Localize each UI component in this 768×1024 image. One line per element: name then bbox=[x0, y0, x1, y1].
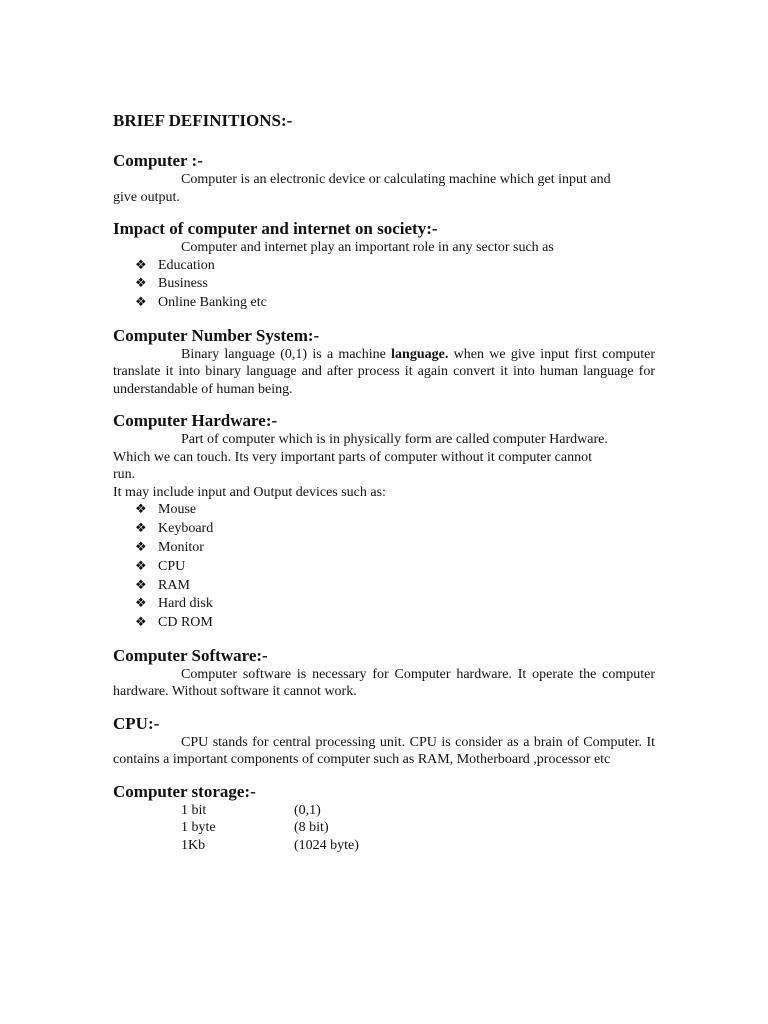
computer-definition-line2: give output. bbox=[113, 189, 180, 205]
list-item bbox=[113, 294, 655, 313]
document-content bbox=[113, 110, 655, 866]
cpu-paragraph: CPU stands for central processing unit. CPU is consider as a brain of Computer. It contains a important components of computer such as RAM, Motherboard ,processor etc bbox=[113, 734, 655, 768]
list-item bbox=[113, 595, 655, 614]
diamond-bullet-icon: ❖ bbox=[135, 558, 147, 574]
list-item-label: Monitor bbox=[158, 539, 204, 555]
list-item bbox=[113, 520, 655, 539]
storage-row bbox=[113, 837, 655, 855]
diamond-bullet-icon: ❖ bbox=[135, 615, 147, 631]
software-paragraph: Computer software is necessary for Computer hardware. It operate the computer hardware. Without software it cannot work. bbox=[113, 666, 655, 700]
list-item-label: Online Banking etc bbox=[158, 295, 267, 311]
section-heading-cpu: CPU:- bbox=[113, 713, 160, 733]
list-item-label: CD ROM bbox=[158, 615, 213, 631]
list-item bbox=[113, 501, 655, 520]
diamond-bullet-icon: ❖ bbox=[135, 257, 147, 273]
list-item-label: Hard disk bbox=[158, 596, 213, 612]
list-item bbox=[113, 257, 655, 276]
impact-intro: Computer and internet play an important role in any sector such as bbox=[181, 240, 554, 255]
page-title: BRIEF DEFINITIONS:- bbox=[113, 111, 293, 130]
list-item bbox=[113, 558, 655, 577]
section-hardware bbox=[113, 410, 655, 633]
section-heading-software: Computer Software:- bbox=[113, 645, 268, 665]
section-storage bbox=[113, 781, 655, 855]
diamond-bullet-icon: ❖ bbox=[135, 521, 147, 537]
list-item-label: RAM bbox=[158, 577, 190, 593]
number-system-paragraph bbox=[113, 346, 655, 399]
section-heading-storage: Computer storage:- bbox=[113, 781, 256, 801]
hardware-definition-line1: Part of computer which is in physically form are called computer Hardware. bbox=[181, 432, 608, 448]
list-item-label: Education bbox=[158, 257, 215, 273]
diamond-bullet-icon: ❖ bbox=[135, 276, 147, 292]
diamond-bullet-icon: ❖ bbox=[135, 295, 147, 311]
list-item bbox=[113, 539, 655, 558]
list-item bbox=[113, 275, 655, 294]
section-software bbox=[113, 645, 655, 701]
storage-unit: 1 bit bbox=[181, 802, 207, 818]
number-system-text-end: when we give input first computer translate it into binary language and after process it again convert it into human language for understandable of human being. bbox=[113, 346, 656, 397]
section-cpu bbox=[113, 713, 655, 769]
impact-list bbox=[113, 257, 655, 313]
hardware-definition-line3: run. bbox=[113, 467, 136, 483]
storage-unit: 1 byte bbox=[181, 820, 216, 836]
list-item bbox=[113, 614, 655, 633]
storage-value: (8 bit) bbox=[294, 820, 329, 836]
diamond-bullet-icon: ❖ bbox=[135, 502, 147, 518]
storage-value: (0,1) bbox=[294, 802, 321, 818]
list-item-label: Business bbox=[158, 276, 208, 292]
section-impact bbox=[113, 218, 655, 313]
storage-value: (1024 byte) bbox=[294, 837, 359, 853]
diamond-bullet-icon: ❖ bbox=[135, 539, 147, 555]
section-computer bbox=[113, 150, 655, 206]
diamond-bullet-icon: ❖ bbox=[135, 596, 147, 612]
list-item-label: Mouse bbox=[158, 502, 197, 518]
section-heading-impact: Impact of computer and internet on society:- bbox=[113, 219, 438, 238]
hardware-list bbox=[113, 501, 655, 633]
list-item bbox=[113, 577, 655, 596]
list-item-label: Keyboard bbox=[158, 521, 214, 537]
number-system-bold-word: language. bbox=[391, 346, 449, 362]
section-heading-number-system: Computer Number System:- bbox=[113, 325, 320, 345]
diamond-bullet-icon: ❖ bbox=[135, 577, 147, 593]
list-item-label: CPU bbox=[158, 558, 186, 574]
storage-row bbox=[113, 819, 655, 837]
hardware-definition-line2: Which we can touch. Its very important parts of computer without it computer cannot bbox=[113, 449, 592, 465]
section-heading-hardware: Computer Hardware:- bbox=[113, 411, 278, 431]
hardware-intro: It may include input and Output devices such as: bbox=[113, 484, 386, 500]
storage-row bbox=[113, 802, 655, 820]
storage-unit: 1Kb bbox=[181, 837, 206, 853]
computer-definition-line1: Computer is an electronic device or calculating machine which get input and bbox=[181, 172, 611, 187]
section-number-system bbox=[113, 325, 655, 399]
number-system-text-start: Binary language (0,1) is a machine bbox=[181, 346, 392, 362]
section-heading-computer: Computer :- bbox=[113, 151, 203, 170]
